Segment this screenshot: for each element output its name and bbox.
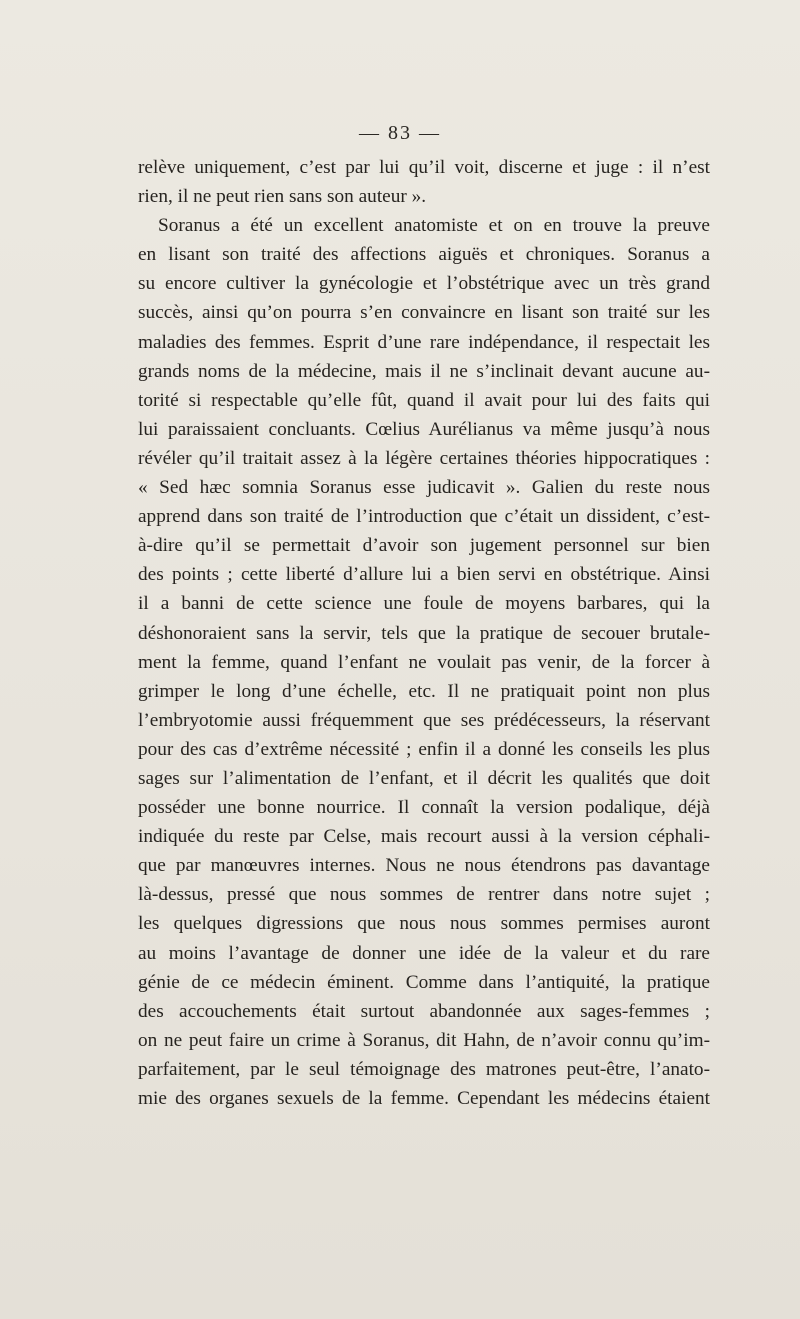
text-line: succès, ainsi qu’on pourra s’en convaincre en lisant son traité sur les — [138, 302, 710, 324]
text-line: « Sed hæc somnia Soranus esse judicavit ». Galien du reste nous — [138, 477, 710, 499]
text-line: révéler qu’il traitait assez à la légère certaines théories hippocratiques : — [138, 447, 710, 469]
text-line: là-dessus, pressé que nous sommes de rentrer dans notre sujet ; — [138, 884, 710, 906]
text-line: que par manœuvres internes. Nous ne nous étendrons pas davantage — [138, 855, 710, 877]
text-line: il a banni de cette science une foule de moyens barbares, qui la — [138, 593, 710, 615]
text-line: à-dire qu’il se permettait d’avoir son jugement personnel sur bien — [138, 535, 710, 557]
text-line: indiquée du reste par Celse, mais recourt aussi à la version céphali- — [138, 826, 710, 848]
text-line: déshonoraient sans la servir, tels que la pratique de secouer brutale- — [138, 622, 710, 644]
text-line: sages sur l’alimentation de l’enfant, et il décrit les qualités que doit — [138, 767, 710, 789]
text-line: maladies des femmes. Esprit d’une rare indépendance, il respectait les — [138, 331, 710, 353]
text-line: mie des organes sexuels de la femme. Cependant les médecins étaient — [138, 1088, 710, 1109]
text-line: grimper le long d’une échelle, etc. Il ne pratiquait point non plus — [138, 680, 710, 702]
text-line: grands noms de la médecine, mais il ne s’inclinait devant aucune au- — [138, 360, 710, 382]
page-number: — 83 — — [359, 122, 441, 144]
body-text — [138, 153, 710, 1113]
text-line: les quelques digressions que nous nous sommes permises auront — [138, 913, 710, 935]
text-line: su encore cultiver la gynécologie et l’obstétrique avec un très grand — [138, 273, 710, 295]
text-line: au moins l’avantage de donner une idée de la valeur et du rare — [138, 942, 710, 964]
text-line: lui paraissaient concluants. Cœlius Aurélianus va même jusqu’à nous — [138, 418, 710, 440]
text-line: relève uniquement, c’est par lui qu’il voit, discerne et juge : il n’est — [138, 157, 710, 178]
text-line: parfaitement, par le seul témoignage des matrones peut-être, l’anato- — [138, 1058, 710, 1080]
text-line: génie de ce médecin éminent. Comme dans l’antiquité, la pratique — [138, 971, 710, 993]
text-line: des points ; cette liberté d’allure lui a bien servi en obstétrique. Ainsi — [138, 564, 710, 586]
text-line: Soranus a été un excellent anatomiste et on en trouve la preuve — [158, 215, 710, 237]
text-line: en lisant son traité des affections aiguës et chroniques. Soranus a — [138, 244, 710, 266]
text-line: apprend dans son traité de l’introduction que c’était un dissident, c’est- — [138, 506, 710, 528]
text-line: pour des cas d’extrême nécessité ; enfin il a donné les conseils les plus — [138, 738, 710, 760]
text-line: des accouchements était surtout abandonnée aux sages-femmes ; — [138, 1000, 710, 1022]
text-line: l’embryotomie aussi fréquemment que ses prédécesseurs, la réservant — [138, 709, 710, 731]
text-line: torité si respectable qu’elle fût, quand il avait pour lui des faits qui — [138, 389, 710, 411]
text-line: on ne peut faire un crime à Soranus, dit Hahn, de n’avoir connu qu’im- — [138, 1029, 710, 1051]
text-line: ment la femme, quand l’enfant ne voulait pas venir, de la forcer à — [138, 651, 710, 673]
text-line: rien, il ne peut rien sans son auteur ». — [138, 186, 427, 208]
text-line: posséder une bonne nourrice. Il connaît la version podalique, déjà — [138, 797, 710, 819]
